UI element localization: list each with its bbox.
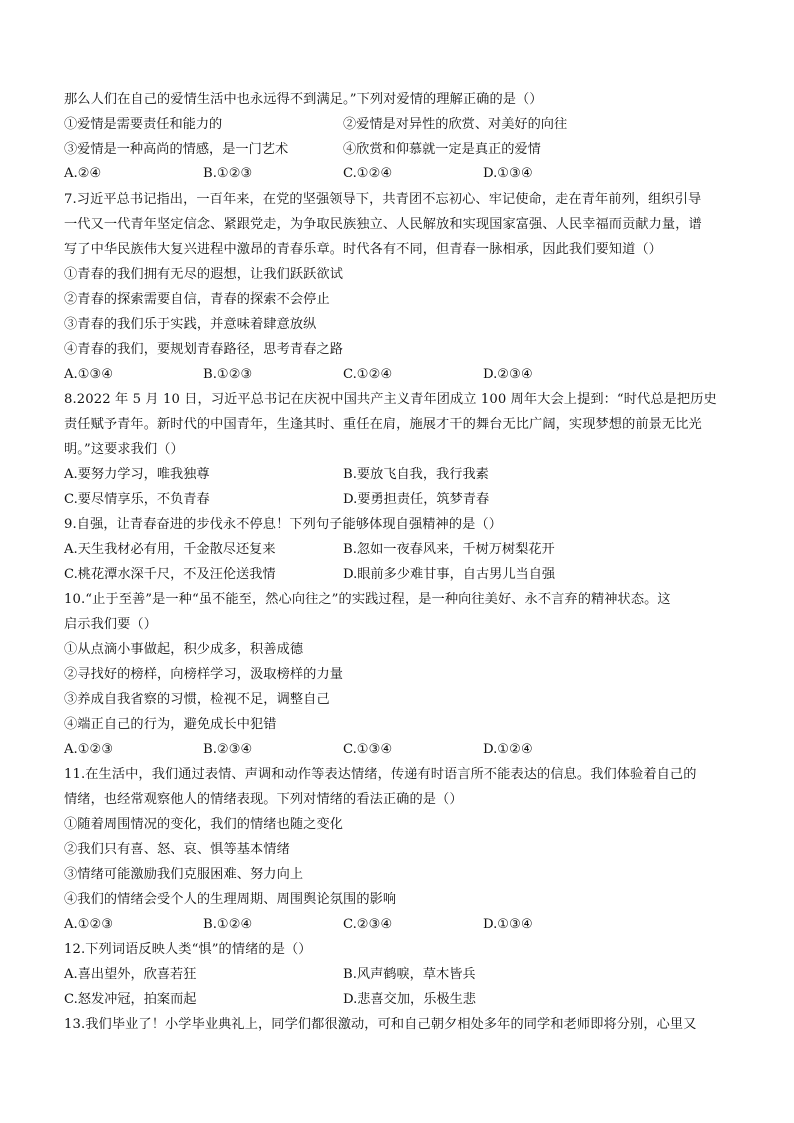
q12-option-a: A.喜出望外，欣喜若狂	[64, 967, 197, 982]
q7-statement-1: ①青春的我们拥有无尽的遐想，让我们跃跃欲试	[64, 267, 344, 282]
q6-option-a: A.②④	[64, 166, 102, 181]
q11-option-b: B.①②④	[203, 917, 253, 932]
q11-statement-3: ③情绪可能激励我们克服困难、努力向上	[64, 867, 304, 882]
q7-option-d: D.②③④	[483, 367, 533, 382]
q8-stem-line-3: 明。”这要求我们（）	[64, 442, 184, 457]
q10-option-d: D.①②④	[483, 742, 533, 757]
q9-stem: 9.自强，让青春奋进的步伐永不停息！下列句子能够体现自强精神的是（）	[64, 517, 502, 532]
q12-option-b: B.风声鹤唳，草木皆兵	[343, 967, 476, 982]
q12-option-c: C.怒发冲冠，拍案而起	[64, 992, 197, 1007]
q10-stem-line-1: 10.“止于至善”是一种“虽不能至，然心向往之”的实践过程，是一种向往美好、永不言弃的精神状态。这	[64, 592, 671, 607]
q6-statement-2: ②爱情是对异性的欣赏、对美好的向往	[343, 117, 568, 132]
q10-option-a: A.①②③	[64, 742, 114, 757]
q9-option-b: B.忽如一夜春风来，千树万树梨花开	[343, 542, 555, 557]
q10-statement-4: ④端正自己的行为，避免成长中犯错	[64, 717, 277, 732]
q10-statement-3: ③养成自我省察的习惯，检视不足，调整自己	[64, 692, 330, 707]
q11-statement-4: ④我们的情绪会受个人的生理周期、周围舆论氛围的影响	[64, 892, 397, 907]
q7-stem-line-3: 写了中华民族伟大复兴进程中激昂的青春乐章。时代各有不同，但青春一脉相承，因此我们要知道（）	[64, 242, 662, 257]
q7-statement-3: ③青春的我们乐于实践，并意味着肆意放纵	[64, 317, 317, 332]
q10-option-b: B.②③④	[203, 742, 253, 757]
q12-stem: 12.下列词语反映人类“惧”的情绪的是（）	[64, 942, 312, 957]
q7-option-c: C.①②④	[343, 367, 393, 382]
q7-statement-4: ④青春的我们，要规划青春路径，思考青春之路	[64, 342, 344, 357]
q6-statement-1: ①爱情是需要责任和能力的	[64, 117, 223, 132]
q6-stem: 那么人们在自己的爱情生活中也永远得不到满足。”下列对爱情的理解正确的是（）	[64, 92, 543, 107]
q7-stem-line-2: 一代又一代青年坚定信念、紧跟党走，为争取民族独立、人民解放和实现国家富强、人民幸福而贡献力量，谱	[64, 217, 702, 232]
q13-stem-line-1: 13.我们毕业了！小学毕业典礼上，同学们都很激动，可和自己朝夕相处多年的同学和老师即将分别，心里又	[64, 1017, 697, 1032]
q8-option-c: C.要尽情享乐，不负青春	[64, 492, 210, 507]
q10-stem-line-2: 启示我们要（）	[64, 617, 158, 632]
q6-statement-3: ③爱情是一种高尚的情感，是一门艺术	[64, 142, 289, 157]
q6-option-c: C.①②④	[343, 166, 393, 181]
q9-option-d: D.眼前多少难甘事，自古男儿当自强	[343, 567, 556, 582]
q7-option-a: A.①③④	[64, 367, 114, 382]
q8-option-b: B.要放飞自我，我行我素	[343, 467, 489, 482]
q11-option-c: C.②③④	[343, 917, 393, 932]
q6-option-d: D.①③④	[483, 166, 533, 181]
q6-statement-4: ④欣赏和仰慕就一定是真正的爱情	[343, 142, 541, 157]
q11-stem-line-2: 情绪，也经常观察他人的情绪表现。下列对情绪的看法正确的是（）	[64, 792, 463, 807]
q11-statement-2: ②我们只有喜、怒、哀、惧等基本情绪	[64, 842, 290, 857]
q9-option-c: C.桃花潭水深千尺，不及汪伦送我情	[64, 567, 276, 582]
q7-statement-2: ②青春的探索需要自信，青春的探索不会停止	[64, 292, 330, 307]
q9-option-a: A.天生我材必有用，千金散尽还复来	[64, 542, 276, 557]
q10-option-c: C.①③④	[343, 742, 393, 757]
q8-stem-line-1: 8.2022 年 5 月 10 日，习近平总书记在庆祝中国共产主义青年团成立 100 周年大会上提到：“时代总是把历史	[64, 392, 717, 407]
q10-statement-1: ①从点滴小事做起，积少成多，积善成德	[64, 642, 304, 657]
q7-stem-line-1: 7.习近平总书记指出，一百年来，在党的坚强领导下，共青团不忘初心、牢记使命，走在青年前列，组织引导	[64, 192, 702, 207]
q11-stem-line-1: 11.在生活中，我们通过表情、声调和动作等表达情绪，传递有时语言所不能表达的信息。我们体验着自己的	[64, 767, 697, 782]
q8-stem-line-2: 责任赋予青年。新时代的中国青年，生逢其时、重任在肩，施展才干的舞台无比广阔，实现梦想的前景无比光	[64, 417, 702, 432]
q8-option-d: D.要勇担责任，筑梦青春	[343, 492, 490, 507]
q11-statement-1: ①随着周围情况的变化，我们的情绪也随之变化	[64, 817, 344, 832]
q6-option-b: B.①②③	[203, 166, 253, 181]
q10-statement-2: ②寻找好的榜样，向榜样学习，汲取榜样的力量	[64, 667, 344, 682]
q12-option-d: D.悲喜交加，乐极生悲	[343, 992, 476, 1007]
q7-option-b: B.①②③	[203, 367, 253, 382]
q8-option-a: A.要努力学习，唯我独尊	[64, 467, 210, 482]
q11-option-d: D.①③④	[483, 917, 533, 932]
q11-option-a: A.①②③	[64, 917, 114, 932]
